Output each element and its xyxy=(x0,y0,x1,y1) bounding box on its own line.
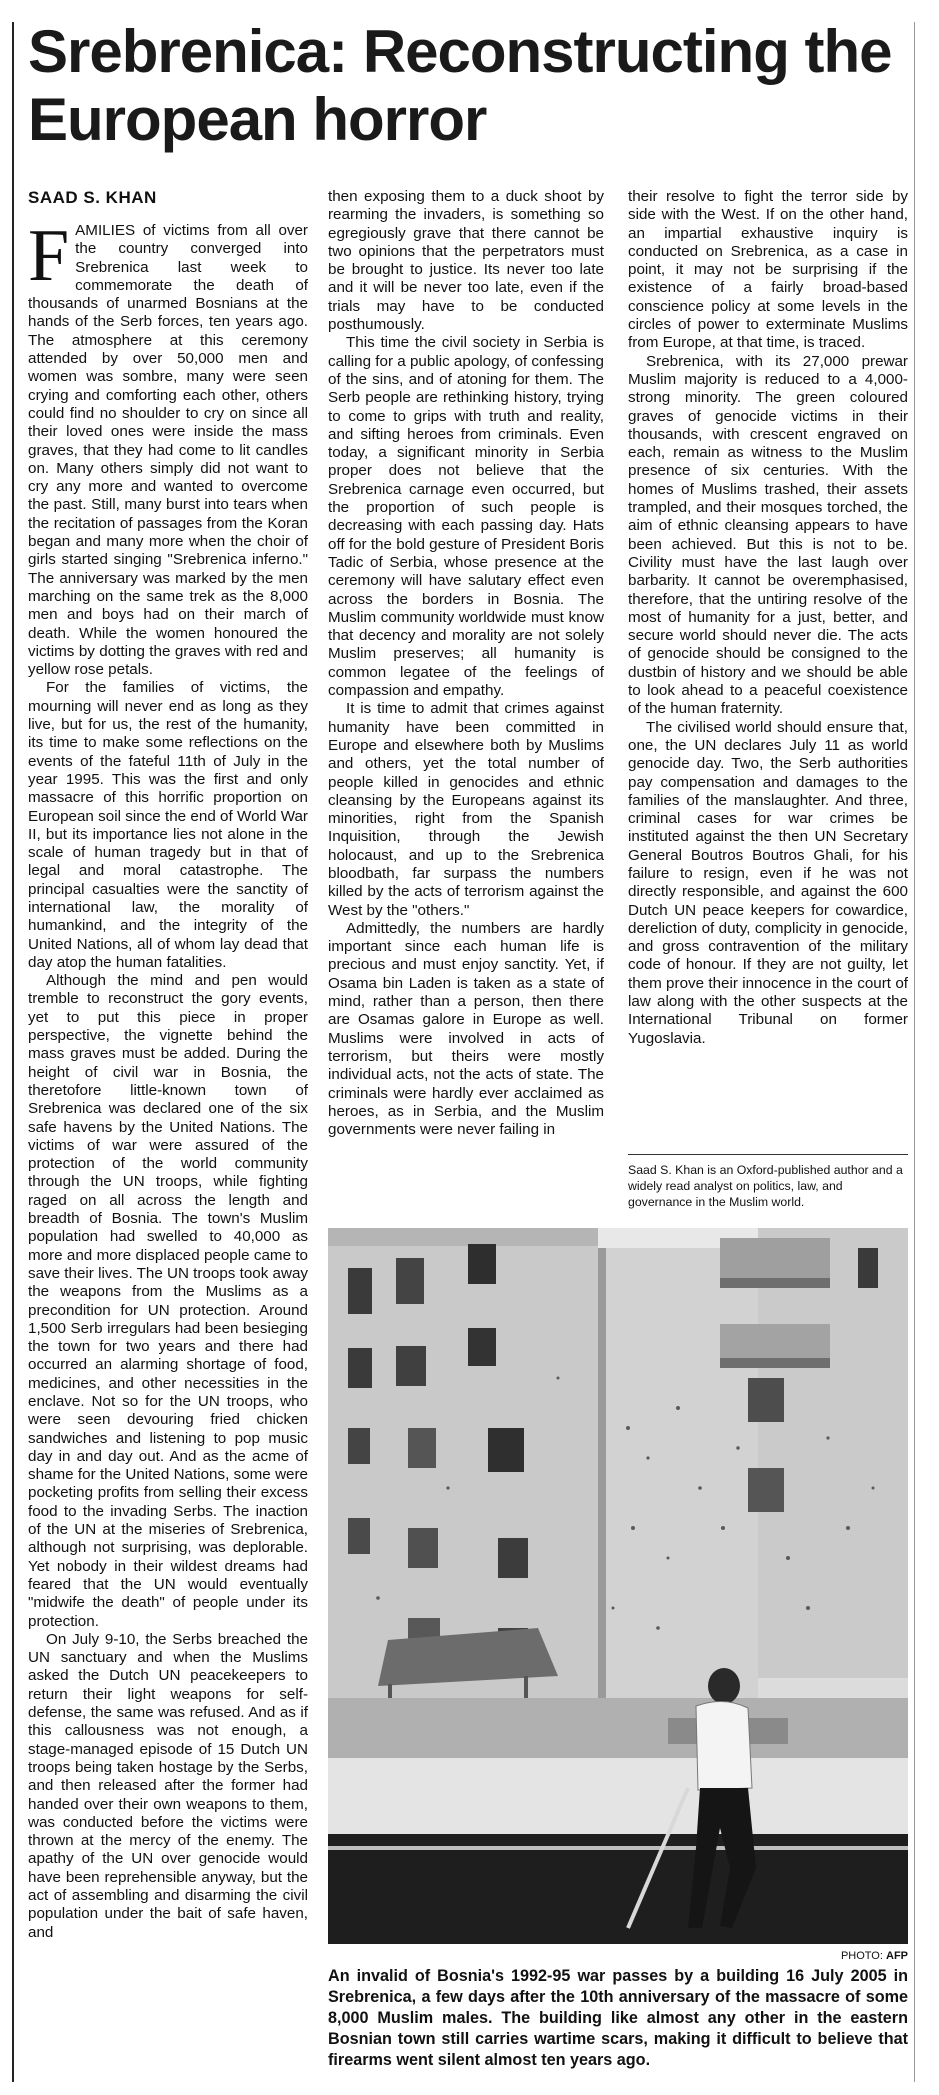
article-paragraph: then exposing them to a duck shoot by rearming the invaders, is something so egregiously grave that there cannot be two opinions that the perpetrators must be brought to justice. Its never too late and it will be never too late, even if the trials may have to be conducted posthumously. xyxy=(328,188,604,334)
article-paragraph: Admittedly, the numbers are hardly important since each human life is precious and must enjoy sanctity. Yet, if Osama bin Laden is taken as a state of mind, rather than a person, then there are Osamas galore in Europe as well. Muslims were involved in acts of terrorism, but theirs were mostly individual acts, not the acts of state. The criminals were hardly ever acclaimed as heroes, as in Serbia, and the Muslim governments were never failing in xyxy=(328,919,604,1139)
headline: Srebrenica: Reconstructing the European horror xyxy=(28,18,892,153)
article-paragraph: This time the civil society in Serbia is calling for a public apology, of confessing of the sins, and of atoning for them. The Serb people are rethinking history, trying to come to grips with truth and reality, and sifting heroes from criminals. Even today, a significant minority in Serbia proper does not believe that the Srebrenica carnage even occurred, but the proportion of such people is decreasing with each passing day. Hats off for the bold gesture of President Boris Tadic of Serbia, whose presence at the ceremony will have salutary effect even across the borders in Bosnia. The Muslim community worldwide must know that decency and morality are not solely Muslim preserves; all humanity is common legatee of the feelings of compassion and empathy. xyxy=(328,334,604,700)
photo-caption: An invalid of Bosnia's 1992-95 war passes by a building 16 July 2005 in Srebrenica, a few days after the 10th anniversary of the massacre of some 8,000 Muslim males. The building like almost any other in the eastern Bosnian town still carries wartime scars, making it difficult to believe that firearms went silent almost ten years ago. xyxy=(328,1967,908,2069)
bio-divider xyxy=(628,1154,908,1155)
byline: SAAD S. KHAN xyxy=(28,188,157,207)
article-paragraph: FAMILIES of victims from all over the country converged into Srebrenica last week to commemorate the death of thousands of unarmed Bosnians at the hands of the Serb forces, ten years ago. The atmosphere at this ceremony attended by over 50,000 men and women was sombre, many were seen crying and comforting each other, others could find no shoulder to cry on since all their loved ones were inside the mass graves, that they had come to lit candles on. Many others simply did not want to cry any more and wanted to overcome the past. Still, many burst into tears when the recitation of passages from the Koran began and many more when the choir of girls started singing "Srebrenica inferno." The anniversary was marked by the men marching on the same trek as the 8,000 men and boys had on their march of death. While the women honoured the victims by dotting the graves with red and yellow rose petals. xyxy=(28,215,308,679)
article-column-2 xyxy=(328,188,604,1139)
dropcap: F xyxy=(28,215,70,297)
article-paragraph: The civilised world should ensure that, one, the UN declares July 11 as world genocide day. Two, the Serb authorities pay compensation and damages to the families of the manslaughter. And three, criminal cases for war crimes be instituted against the then UN Secretary General Boutros Boutros Ghali, for his failure to resign, even if he was not directly responsible, and against the 600 Dutch UN peace keepers for cowardice, dereliction of duty, complicity in genocide, and gross contravention of the military code of honour. If they are not guilty, let them prove their innocence in the court of law along with the other suspects at the International Tribunal on former Yugoslavia. xyxy=(628,718,908,1047)
article-paragraph: Although the mind and pen would tremble to reconstruct the gory events, yet to put this piece in proper perspective, the vignette behind the mass graves must be added. During the height of civil war in Bosnia, the theretofore little-known town of Srebrenica was declared one of the six safe havens by the United Nations. The victims of war were assured of the protection of the world community through the UN troops, while fighting raged on all across the length and breadth of Bosnia. The town's Muslim population had swelled to 40,000 as more and more displaced people came to save their lives. The UN troops took away the weapons from the Muslims as a precondition for UN protection. Around 1,500 Serb irregulars had been besieging the town for two years and there had occurred an alarming shortage of food, medicines, and other necessities in the enclave. Not so for the UN troops, who were seen devouring fried chicken sandwiches and listening to pop music day in and day out. And as the acme of shame for the United Nations, some were pocketing profits from selling their excess food to the invading Serbs. The inaction of the UN at the miseries of Srebrenica, although not surprising, was deplorable. Yet nobody in their wildest dreams had feared that the UN would eventually "midwife the death" of people under its protection. xyxy=(28,972,308,1630)
right-page-rule xyxy=(914,22,915,2082)
article-column-1 xyxy=(28,215,308,1942)
article-paragraph: On July 9-10, the Serbs breached the UN sanctuary and when the Muslims asked the Dutch UN peacekeepers to return their light weapons for self-defense, the same was refused. And as if this callousness was not enough, a stage-managed episode of 15 Dutch UN troops being taken hostage by the Serbs, and then released after the former had handed over their own weapons to them, was conducted before the victims were thrown at the mercy of the enemy. The apathy of the UN over genocide would have been reprehensible anyway, but the act of assembling and disarming the civil population under the bait of safe haven, and xyxy=(28,1630,308,1941)
photo-credit: PHOTO: AFP xyxy=(840,1950,908,1962)
photo-agency: AFP xyxy=(886,1950,908,1962)
article-paragraph: their resolve to fight the terror side by side with the West. If on the other hand, an impartial exhaustive inquiry is conducted on Srebrenica, as a case in point, it may not be surprising if the existence of a fairly broad-based conscience policy at some levels in the circles of power to exterminate Muslims from Europe, at that time, is traced. xyxy=(628,188,908,352)
article-paragraph: Srebrenica, with its 27,000 prewar Muslim majority is reduced to a 4,000-strong minority. The green coloured graves of genocide victims in their thousands, with crescent engraved on each, remain as witness to the Muslim presence of six centuries. With the homes of Muslims trashed, their assets trampled, and their mosques torched, the aim of ethnic cleansing appears to have been achieved. But this is not to be. Civility must have the last laugh over barbarity. It cannot be overemphasised, therefore, that the untiring resolve of the most of humanity for a just, better, and secure world should never die. The acts of genocide should be consigned to the dustbin of history and we should be able to look ahead to a peaceful coexistence of the human fraternity. xyxy=(628,352,908,718)
article-column-3 xyxy=(628,188,908,1048)
author-bio: Saad S. Khan is an Oxford-published author and a widely read analyst on politics, law, and governance in the Muslim world. xyxy=(628,1163,903,1209)
left-column-rule xyxy=(12,22,14,2082)
news-photo xyxy=(328,1228,908,1944)
article-paragraph: For the families of victims, the mourning will never end as long as they live, but for us, the rest of the humanity, its time to make some reflections on the events of the fateful 11th of July in the year 1995. This was the first and only massacre of this horrific proportion on European soil since the end of World War II, but its importance lies not alone in the scale of human tragedy but in that of legal and moral catastrophe. The principal casualties were the sanctity of international law, the morality of humankind, and the integrity of the United Nations, all of whom lay dead that day atop the human fatalities. xyxy=(28,679,308,971)
photo-illustration xyxy=(328,1228,908,1944)
article-paragraph: It is time to admit that crimes against humanity have been committed in Europe and elsewhere both by Muslims and others, yet the total number of people killed in genocides and ethnic cleansing by the Europeans against its minorities, right from the Spanish Inquisition, through the Jewish holocaust, and up to the Srebrenica bloodbath, far surpass the numbers killed by the acts of terrorism against the West by the "others." xyxy=(328,700,604,919)
